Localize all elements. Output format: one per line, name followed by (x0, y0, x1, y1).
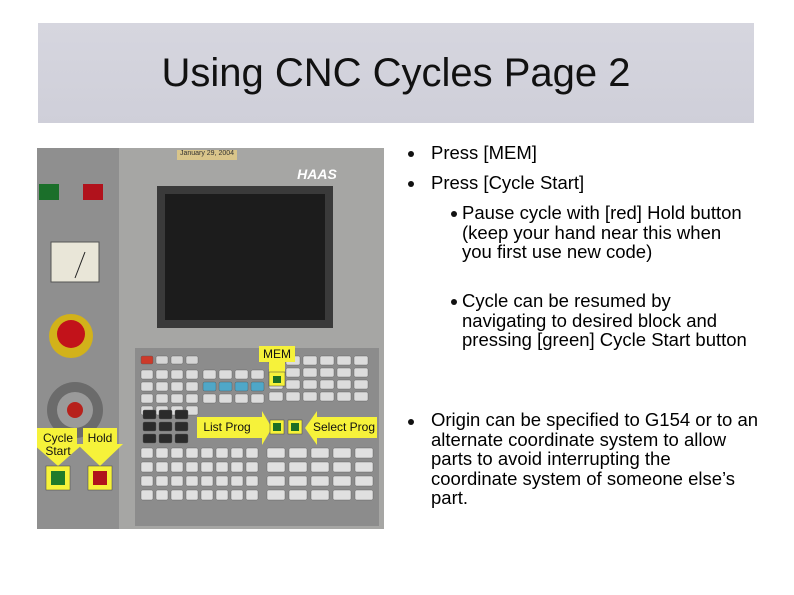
bullet-dot-2b (451, 299, 457, 305)
hold-button (93, 471, 107, 485)
haas-logo: HAAS (297, 166, 337, 182)
bullet-dot-3 (408, 419, 414, 425)
bullet-dot-2a (451, 211, 457, 217)
callout-cycle-start: Cycle Start (42, 431, 73, 458)
mem-key-highlight (273, 376, 281, 383)
callout-mem: MEM (263, 347, 291, 361)
bullet-origin: Origin can be specified to G154 or to an alternate coordinate system to allow parts to avoid interrupting the coordinate system of someone else’s part. (431, 409, 759, 508)
callout-list-prog: List Prog (203, 420, 251, 434)
title-bar (38, 23, 754, 123)
bullet-press-cycle-start: Press [Cycle Start] (431, 172, 585, 193)
callouts-layer (37, 148, 384, 529)
slide-title: Using CNC Cycles Page 2 (161, 51, 631, 95)
bullet-resume-cycle: Cycle can be resumed by navigating to desired block and pressing [green] Cycle Start button (462, 290, 747, 350)
bullet-dot-2 (408, 181, 414, 187)
select-prog-key-highlight (291, 423, 299, 431)
callout-hold: Hold (87, 431, 113, 445)
cycle-start-button (51, 471, 65, 485)
list-prog-key-highlight (273, 423, 281, 431)
bullet-press-mem: Press [MEM] (431, 142, 537, 163)
bullet-dot-1 (408, 151, 414, 157)
bullet-pause-cycle: Pause cycle with [red] Hold button (keep your hand near this when you first use new code) (462, 202, 742, 262)
date-plate-text: January 29, 2004 (179, 150, 235, 157)
callout-select-prog: Select Prog (312, 420, 376, 434)
cnc-control-panel-photo (37, 148, 384, 529)
